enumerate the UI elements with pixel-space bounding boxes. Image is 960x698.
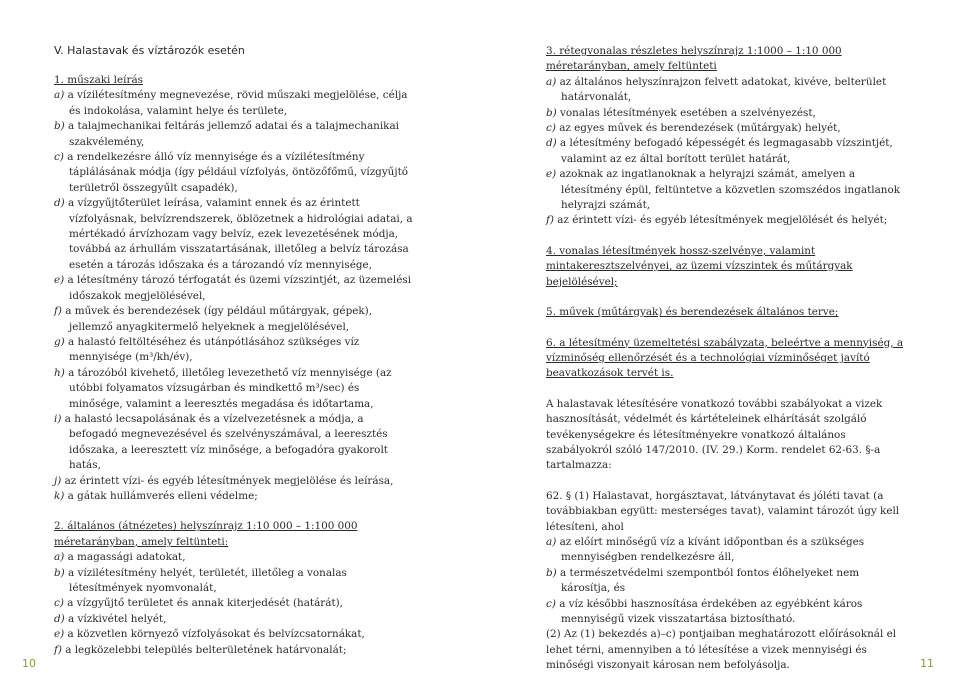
list-item-text: a művek és berendezések (így például műtárgyak, gépek), jellemző anyagkitermelő helyeknek a megjelölésével, xyxy=(65,305,373,333)
list-item-text: a természetvédelmi szempontból fontos élőhelyeket nem károsítja, és xyxy=(560,566,860,595)
list-item-label: a) xyxy=(546,75,557,88)
list-item xyxy=(54,489,414,504)
section-62-paragraph: 62. § (1) Halastavat, horgásztavat, látványtavat és jóléti tavat (a továbbiakban együtt: mesterséges tavat), valamint tározót úgy kell létesíteni, ahol xyxy=(546,489,900,533)
list-item-text: a tározóból kivehető, illetőleg levezethető víz mennyisége (az utóbbi folyamatos vízsugárban és mindkettő m³/sec) és minősége, valamint a leeresztés megadása és időtartama, xyxy=(68,366,392,410)
list-item xyxy=(54,335,414,366)
right-page xyxy=(480,0,960,698)
list-item-text: a létesítmény befogadó képességét és legmagasabb vízszintjét, valamint az ez által borított terület határát, xyxy=(560,137,893,165)
list-item-text: azoknak az ingatlanoknak a helyrajzi számát, amelyen a létesítmény épül, feltüntetve a közvetlen szomszédos ingatlanok helyrajzi számát, xyxy=(559,168,901,212)
list-item-label: b) xyxy=(54,566,65,579)
list-item xyxy=(54,612,414,627)
list-item-label: e) xyxy=(546,168,557,181)
list-item xyxy=(546,535,908,566)
list-item xyxy=(546,597,908,628)
list-item-label: d) xyxy=(54,197,65,210)
list-item-label: d) xyxy=(54,612,65,625)
part2-heading: 2. általános (átnézetes) helyszínrajz 1:10 000 – 1:100 000 méretarányban, amely feltünteti: xyxy=(54,520,358,548)
list-item-text: vonalas létesítmények esetében a szelvényezést, xyxy=(560,106,816,119)
list-item xyxy=(54,627,414,642)
list-item xyxy=(54,474,414,489)
list-item xyxy=(54,119,414,150)
list-item-text: a halastó lecsapolásának és a vízelvezetésnek a módja, a befogadó megnevezésével és szelvényszámával, a leeresztés időszaka, a leeresztett víz minősége, a befogadóra gyakorolt hatás, xyxy=(64,412,388,472)
list-item xyxy=(54,596,414,611)
list-item-label: a) xyxy=(54,89,65,102)
list-item xyxy=(54,366,414,412)
list-item-label: a) xyxy=(54,551,65,564)
list-item-text: a gátak hullámverés elleni védelme; xyxy=(67,489,258,502)
list-item-label: j) xyxy=(54,474,62,487)
list-item xyxy=(546,167,908,213)
list-item-label: c) xyxy=(54,597,64,610)
list-item xyxy=(546,566,908,597)
part1-list xyxy=(54,88,414,504)
list-item-label: c) xyxy=(546,597,556,610)
list-item xyxy=(54,196,414,273)
list-item xyxy=(54,550,414,565)
section-62-list xyxy=(546,535,908,627)
list-item-text: a vízilétesítmény helyét, területét, illetőleg a vonalas létesítmények nyomvonalát, xyxy=(68,566,347,594)
list-item-text: a létesítmény tározó térfogatát és üzemi vízszintjét, az üzemelési időszakok megjelölésével, xyxy=(67,274,412,302)
section-title: V. Halastavak és víztározók esetén xyxy=(54,44,245,57)
list-item-label: i) xyxy=(54,412,62,425)
page-number-right: 11 xyxy=(920,657,934,670)
list-item-label: c) xyxy=(546,122,556,135)
list-item xyxy=(546,136,908,167)
list-item-label: h) xyxy=(54,366,65,379)
list-item-label: a) xyxy=(546,535,557,548)
list-item-text: a vízilétesítmény megnevezése, rövid műszaki megjelölése, célja és indokolása, valamint helye és területe, xyxy=(67,89,408,117)
list-item xyxy=(546,75,908,106)
page-number-left: 10 xyxy=(22,657,36,670)
list-item-text: a talajmechanikai feltárás jellemző adatai és a talajmechanikai szakvélemény, xyxy=(68,120,399,148)
part3-list xyxy=(546,75,908,229)
list-item xyxy=(546,106,908,121)
list-item-text: az érintett vízi- és egyéb létesítmények megjelölése és leírása, xyxy=(64,474,394,487)
list-item-text: a magassági adatokat, xyxy=(67,551,186,564)
list-item-text: a rendelkezésre álló víz mennyisége és a vízilétesítmény táplálásának módja (így például vízfolyás, öntözőfőmű, vízgyűjtő területről összegyűlt csapadék), xyxy=(67,151,409,194)
right-column xyxy=(546,44,908,674)
list-item-text: a halastó feltöltéséhez és utánpótlásához szükséges víz mennyisége (m³/kh/év), xyxy=(68,335,360,364)
list-item-text: az általános helyszínrajzon felvett adatokat, kivéve, belterület határvonalát, xyxy=(559,75,887,104)
list-item-text: az előírt minőségű víz a kívánt időpontban és a szükséges mennyiségben rendelkezésre áll, xyxy=(559,535,865,564)
part3-heading: 3. rétegvonalas részletes helyszínrajz 1:1000 – 1:10 000 méretarányban, amely feltünteti xyxy=(546,45,842,73)
part6-text: 6. a létesítmény üzemeltetési szabályzata, beleértve a mennyiség, a vízminőség ellenőrzését és a technológiai vízminőséget javító beavatkozások tervét is. xyxy=(546,336,904,380)
part4-text: 4. vonalas létesítmények hossz-szelvénye, valamint mintakeresztszelvényei, az üzemi vízszintek és műtárgyak bejelölésével; xyxy=(546,244,853,288)
list-item-label: b) xyxy=(546,566,557,579)
list-item xyxy=(54,304,414,335)
list-item-text: a vízgyűjtőterület leírása, valamint ennek és az érintett vízfolyásnak, belvízrendszerek, öblözetnek a hidrológiai adatai, a mértékadó árvízhozam vagy belvíz, ezek levezetésének módja, továbbá az árhullám visszatartásának, illetőleg a belvíz tározása esetén a tározás időszaka és a tározandó víz mennyisége, xyxy=(68,197,413,271)
list-item xyxy=(54,643,414,658)
list-item xyxy=(54,88,414,119)
list-item-text: a közvetlen környező vízfolyásokat és belvízcsatornákat, xyxy=(67,628,365,641)
list-item-label: e) xyxy=(54,628,65,641)
list-item-text: az egyes művek és berendezések (műtárgyak) helyét, xyxy=(559,122,841,135)
list-item-label: b) xyxy=(54,120,65,133)
list-item xyxy=(546,121,908,136)
list-item-text: az érintett vízi- és egyéb létesítmények megjelölését és helyét; xyxy=(557,214,888,227)
list-item-label: d) xyxy=(546,137,557,150)
list-item-label: f) xyxy=(546,214,554,227)
list-item-label: f) xyxy=(54,643,62,656)
list-item-label: e) xyxy=(54,274,65,287)
list-item xyxy=(54,412,414,474)
list-item xyxy=(54,150,414,196)
list-item-label: b) xyxy=(546,106,557,119)
list-item-label: k) xyxy=(54,489,65,502)
list-item xyxy=(54,273,414,304)
part2-list xyxy=(54,550,414,658)
list-item-label: c) xyxy=(54,151,64,164)
list-item-text: a vízkivétel helyét, xyxy=(68,612,167,625)
section-62-2-paragraph: (2) Az (1) bekezdés a)–c) pontjaiban meghatározott előírásoknál el lehet térni, amennyiben a tó létesítése a vizek mennyiségi és minőségi viszonyait károsan nem befolyásolja. xyxy=(546,628,897,672)
list-item-text: a vízgyűjtő területet és annak kiterjedését (határát), xyxy=(67,597,343,610)
list-item xyxy=(546,213,908,228)
list-item xyxy=(54,566,414,597)
list-item-text: a legközelebbi település belterületének határvonalát; xyxy=(65,643,347,656)
left-column xyxy=(54,44,414,658)
part5-text: 5. művek (műtárgyak) és berendezések általános terve; xyxy=(546,306,839,319)
list-item-text: a víz későbbi hasznosítása érdekében az egyébként káros mennyiségű vizek visszatartása biztosítható. xyxy=(559,597,863,625)
intro-paragraph: A halastavak létesítésére vonatkozó további szabályokat a vizek hasznosítását, védelmét és kártételeinek elhárítását szolgáló tevékenységekre és létesítményekre vonatkozó általános szabályokról szóló 147/2010. (IV. 29.) Korm. rendelet 62-63. §-a tartalmazza: xyxy=(546,397,883,472)
list-item-label: g) xyxy=(54,335,65,348)
list-item-label: f) xyxy=(54,305,62,318)
part1-heading: 1. műszaki leírás xyxy=(54,74,143,86)
